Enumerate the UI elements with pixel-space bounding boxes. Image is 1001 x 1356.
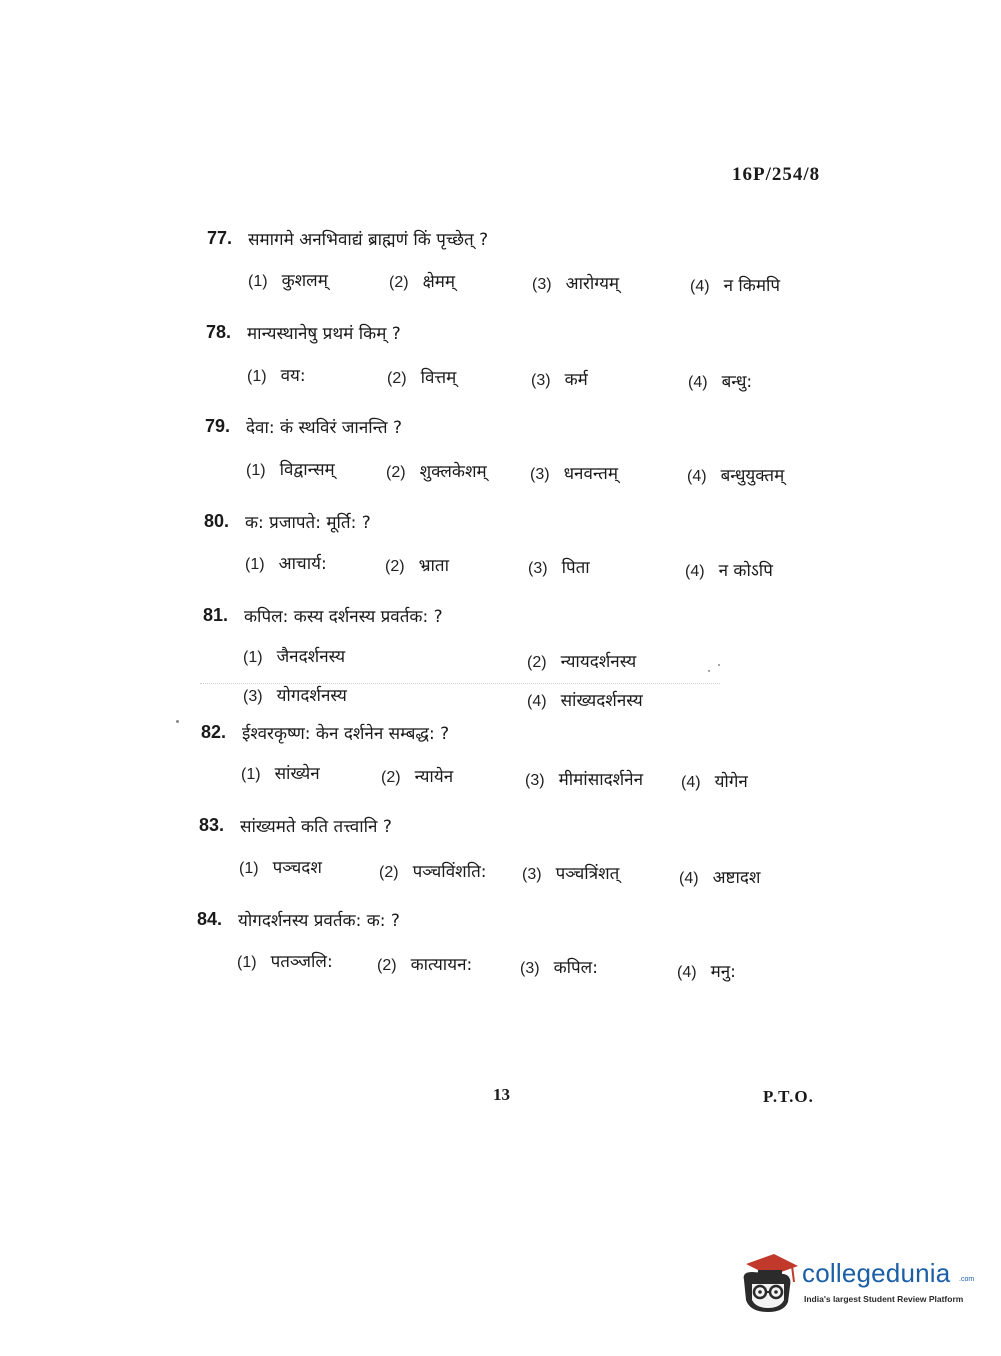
option-1 (239, 855, 322, 878)
option-text: मीमांसादर्शनेन (558, 770, 644, 790)
option-text: क्षेमम् (422, 272, 456, 292)
option-text: वित्तम् (420, 368, 457, 388)
option-4 (677, 959, 736, 982)
option-2 (377, 952, 472, 975)
option-text: आरोग्यम् (565, 274, 620, 294)
question-number: 79. (205, 416, 231, 436)
option-1 (247, 363, 306, 386)
option-number: (2) (377, 957, 397, 974)
option-text: बन्धु: (721, 372, 753, 392)
option-3 (528, 555, 590, 578)
option-1 (246, 457, 335, 480)
option-number: (3) (522, 866, 542, 883)
question-text: योगदर्शनस्य प्रवर्तक: क: ? (238, 911, 400, 931)
option-text: पिता (561, 558, 590, 578)
scan-speck (718, 664, 720, 666)
option-text: योगदर्शनस्य (276, 686, 347, 706)
option-number: (3) (528, 560, 548, 577)
question-text: मान्यस्थानेषु प्रथमं किम् ? (247, 324, 401, 344)
option-4 (690, 273, 780, 296)
option-number: (4) (687, 468, 707, 485)
option-number: (4) (688, 374, 708, 391)
option-text: कपिल: (553, 958, 598, 978)
scan-speck (176, 720, 179, 723)
question-text: कपिल: कस्य दर्शनस्य प्रवर्तक: ? (244, 607, 443, 627)
page-number: 13 (493, 1085, 510, 1104)
option-text: जैनदर्शनस्य (276, 647, 346, 667)
option-number: (1) (248, 273, 268, 290)
option-text: न किमपि (723, 276, 781, 296)
option-2 (379, 859, 487, 882)
option-1 (237, 949, 333, 972)
option-text: कात्यायन: (410, 955, 473, 975)
question-text: देवा: कं स्थविरं जानन्ति ? (246, 418, 403, 438)
option-number: (2) (381, 769, 401, 786)
option-text: सांख्यदर्शनस्य (560, 691, 643, 711)
option-text: न्यायदर्शनस्य (560, 652, 637, 672)
option-number: (4) (527, 693, 547, 710)
option-number: (3) (525, 772, 545, 789)
option-4 (527, 688, 643, 711)
question-number: 83. (199, 815, 225, 835)
option-3 (243, 683, 347, 706)
collegedunia-watermark (738, 1250, 978, 1314)
option-text: कुशलम् (281, 271, 328, 291)
scan-speck (708, 670, 710, 672)
question-number: 82. (201, 722, 227, 742)
option-4 (681, 769, 748, 792)
mascot-icon (738, 1250, 798, 1314)
option-number: (3) (530, 466, 550, 483)
question-text: समागमे अनभिवाद्यं ब्राह्मणं किं पृच्छेत् ? (248, 230, 489, 250)
option-number: (2) (387, 370, 407, 387)
option-number: (4) (690, 278, 710, 295)
option-number: (4) (681, 774, 701, 791)
option-number: (1) (245, 556, 265, 573)
option-1 (248, 268, 328, 291)
option-number: (3) (531, 372, 551, 389)
option-text: वय: (280, 366, 306, 386)
option-text: पतञ्जलि: (270, 952, 333, 972)
option-text: पञ्चत्रिंशत् (555, 864, 620, 884)
option-text: न कोऽपि (718, 561, 773, 581)
option-3 (531, 367, 588, 390)
option-number: (2) (379, 864, 399, 881)
option-number: (3) (532, 276, 552, 293)
logo-domain-suffix: .com (959, 1276, 975, 1283)
option-2 (381, 764, 453, 787)
option-4 (679, 865, 760, 888)
option-3 (530, 461, 618, 484)
option-text: विद्वान्सम् (279, 460, 335, 480)
option-3 (520, 955, 598, 978)
option-number: (1) (237, 954, 257, 971)
option-number: (1) (241, 766, 261, 783)
question-number: 80. (204, 511, 230, 531)
option-2 (527, 649, 636, 672)
option-text: पञ्चदश (272, 858, 322, 878)
option-text: पञ्चविंशति: (412, 862, 487, 882)
question-text: ईश्वरकृष्ण: केन दर्शनेन सम्बद्ध: ? (242, 724, 450, 744)
option-4 (687, 463, 784, 486)
option-text: मनु: (710, 962, 736, 982)
option-number: (1) (243, 649, 263, 666)
option-number: (1) (239, 860, 259, 877)
option-number: (4) (685, 563, 705, 580)
option-2 (385, 553, 449, 576)
option-1 (241, 761, 320, 784)
question-text: सांख्यमते कति तत्त्वानि ? (240, 817, 392, 837)
question-number: 78. (206, 322, 232, 342)
question-number: 77. (207, 228, 233, 248)
question-text: क: प्रजापते: मूर्ति: ? (245, 513, 371, 533)
logo-wordmark: collegedunia (802, 1258, 951, 1288)
question-number: 84. (197, 909, 223, 929)
option-number: (2) (385, 558, 405, 575)
option-number: (1) (246, 462, 266, 479)
option-number: (4) (679, 870, 699, 887)
option-number: (2) (386, 464, 406, 481)
option-2 (387, 365, 456, 388)
option-3 (532, 271, 619, 294)
pto-label: P.T.O. (763, 1087, 814, 1106)
option-text: बन्धुयुक्तम् (720, 466, 785, 486)
option-number: (1) (247, 368, 267, 385)
option-1 (245, 551, 327, 574)
option-number: (4) (677, 964, 697, 981)
option-text: शुक्लकेशम् (419, 462, 487, 482)
option-4 (685, 558, 773, 581)
option-text: योगेन (714, 772, 748, 792)
option-2 (386, 459, 487, 482)
option-text: आचार्य: (278, 554, 327, 574)
option-text: कर्म (564, 370, 588, 390)
option-3 (522, 861, 619, 884)
option-2 (389, 269, 455, 292)
option-number: (2) (527, 654, 547, 671)
option-text: न्यायेन (414, 767, 454, 787)
option-number: (3) (243, 688, 263, 705)
option-text: अष्टादश (712, 868, 761, 888)
option-1 (243, 644, 345, 667)
option-text: धनवन्तम् (563, 464, 618, 484)
option-text: भ्राता (418, 556, 450, 576)
question-number: 81. (203, 605, 229, 625)
option-4 (688, 369, 752, 392)
option-number: (2) (389, 274, 409, 291)
paper-code: 16P/254/8 (732, 164, 821, 185)
option-3 (525, 767, 643, 790)
option-text: सांख्येन (274, 764, 320, 784)
scan-artifact-line (200, 683, 720, 685)
logo-tagline: India's largest Student Review Platform (804, 1294, 964, 1304)
option-number: (3) (520, 960, 540, 977)
